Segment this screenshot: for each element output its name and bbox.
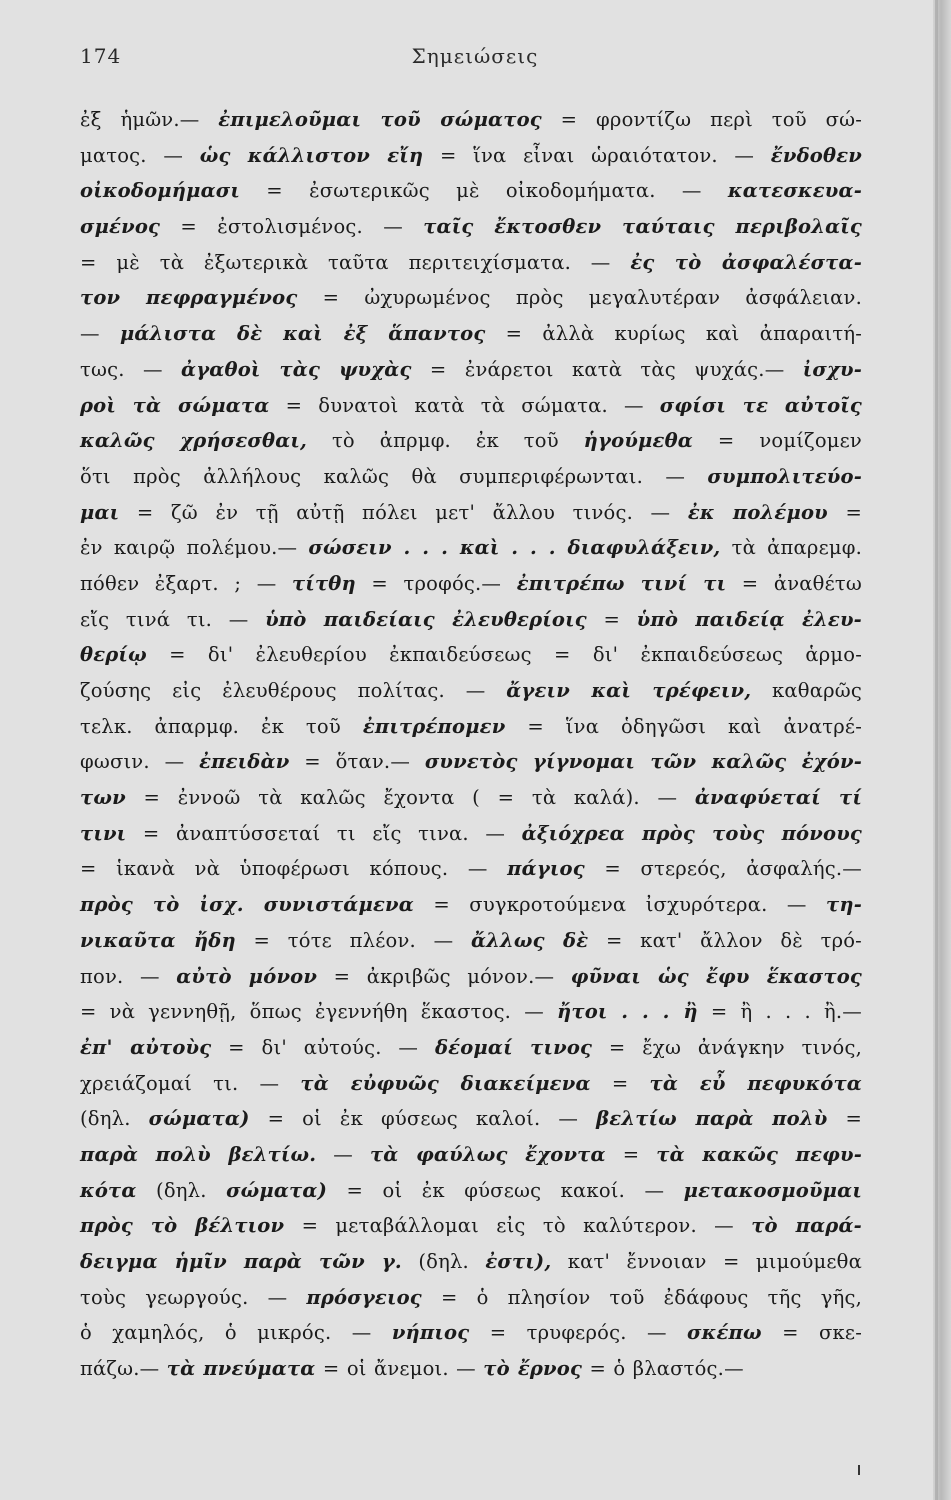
lemma-term: πάγιος [507, 857, 585, 881]
lemma-term: συμπολιτεύο- [707, 464, 862, 488]
plain-text: = ἢ . . . ἢ.— [697, 1000, 862, 1024]
lemma-term: ἐπ' αὐτοὺς [80, 1035, 212, 1059]
running-title: Σημειώσεις [411, 44, 539, 68]
plain-text: = ἱκανὰ νὰ ὑποφέρωσι κόπους. — [80, 857, 508, 881]
lemma-term: ἤτοι . . . ἢ [557, 1000, 698, 1024]
lemma-term: τον πεφραγμένος [80, 286, 298, 310]
text-line [80, 1351, 862, 1387]
lemma-term: τη- [826, 893, 862, 917]
lemma-term: μετακοσμοῦμαι [683, 1178, 863, 1202]
text-line [80, 388, 862, 424]
plain-text: ὁ χαμηλός, ὁ μικρός. — [80, 1321, 392, 1345]
plain-text: τως. — [80, 357, 181, 381]
lemma-term: πρὸς τὸ βέλτιον [80, 1214, 285, 1238]
plain-text: = οἱ ἄνεμοι. — [315, 1357, 484, 1381]
margin-mark [858, 1465, 860, 1475]
lemma-term: ἐστι), [485, 1250, 552, 1273]
lemma-term: ἐπειδὰν [199, 750, 290, 774]
plain-text: = δυνατοὶ κατὰ τὰ σώματα. — [269, 393, 660, 417]
lemma-term: σώσειν . . . καὶ . . . διαφυλάξειν, [308, 536, 721, 560]
lemma-term: θερίῳ [80, 643, 147, 667]
lemma-term: τὰ εὖ πεφυκότα [649, 1071, 863, 1095]
text-line [80, 1208, 862, 1244]
plain-text: = ἀλλὰ κυρίως καὶ ἀπαραιτή- [485, 322, 862, 346]
lemma-term: σώματα) [226, 1178, 328, 1202]
text-line [80, 816, 862, 852]
text-line [80, 780, 862, 816]
plain-text: = μὲ τὰ ἐξωτερικὰ ταῦτα περιτειχίσματα. — [80, 250, 631, 274]
plain-text: = στερεός, ἀσφαλής.— [584, 857, 862, 881]
lemma-term: τὰ φαύλως ἔχοντα [369, 1142, 606, 1166]
lemma-term: τίτθη [291, 571, 356, 595]
text-line [80, 851, 862, 887]
lemma-term: συνετὸς γίγνομαι τῶν καλῶς ἐχόν- [424, 750, 863, 774]
lemma-term: τὰ πνεύματα [166, 1357, 316, 1381]
page-binding-edge [933, 0, 951, 1500]
lemma-term: καλῶς χρήσεσθαι, [80, 429, 308, 453]
plain-text: ζούσης εἰς ἐλευθέρους πολίτας. — [80, 679, 507, 702]
plain-text: = ἐστολισμένος. — [160, 215, 424, 239]
plain-text: καθαρῶς [751, 679, 862, 702]
lemma-term: σφίσι τε αὐτοῖς [659, 393, 862, 417]
lemma-term: σμένος [80, 215, 161, 239]
lemma-term: ὑπὸ παιδείᾳ ἐλευ- [636, 607, 862, 631]
lemma-term: ταῖς ἔκτοσθεν ταύταις περιβολαῖς [423, 215, 862, 239]
plain-text: χρειάζομαί τι. — [80, 1071, 301, 1095]
page-number: 174 [80, 44, 122, 68]
plain-text: = ὠχυρωμένος πρὸς μεγαλυτέραν ἀσφάλειαν. [297, 286, 862, 310]
text-line [80, 209, 862, 245]
lemma-term: ἀγαθοὶ τὰς ψυχὰς [181, 357, 412, 381]
plain-text: = τρυφερός. — [469, 1321, 688, 1345]
plain-text: = σκε- [761, 1321, 863, 1345]
text-line [80, 530, 862, 566]
plain-text: = ἐνάρετοι κατὰ τὰς ψυχάς.— [411, 357, 803, 381]
text-line [80, 102, 862, 138]
plain-text: φωσιν. — [80, 750, 200, 774]
lemma-term: ἄγειν καὶ τρέφειν, [506, 679, 752, 702]
lemma-term: ροὶ τὰ σώματα [80, 393, 270, 417]
plain-text: = ἐσωτερικῶς μὲ οἰκοδομήματα. — [240, 179, 728, 203]
text-line [80, 887, 862, 923]
plain-text: = φροντίζω περὶ τοῦ σώ- [541, 108, 862, 131]
text-line [80, 173, 862, 209]
lemma-term: νήπιος [391, 1321, 470, 1345]
lemma-term: ἐπιτρέπω τινί τι [516, 571, 727, 595]
lemma-term: τὰ κακῶς πεφυ- [656, 1142, 863, 1166]
lemma-term: των [80, 786, 126, 810]
text-line [80, 1315, 862, 1351]
lemma-term: ἐς τὸ ἀσφαλέστα- [630, 250, 863, 274]
plain-text: πάζω.— [80, 1357, 167, 1381]
plain-text: = νὰ γεννηθῇ, ὅπως ἐγεννήθη ἕκαστος. — [80, 1000, 558, 1024]
notes-text [80, 102, 862, 1387]
plain-text: κατ' ἔννοιαν = μιμούμεθα [551, 1250, 862, 1273]
text-line [80, 138, 862, 174]
text-line [80, 459, 862, 495]
lemma-term: τὸ ἔρνος [483, 1357, 583, 1381]
lemma-term: κατεσκευα- [727, 179, 862, 203]
text-line [80, 1101, 862, 1137]
plain-text: ματος. — [80, 143, 200, 167]
plain-text: = ἔχω ἀνάγκην τινός, [592, 1035, 862, 1059]
text-line [80, 1066, 862, 1102]
text-line [80, 994, 862, 1030]
text-line [80, 602, 862, 638]
plain-text: = ὁ πλησίον τοῦ ἐδάφους τῆς γῆς, [421, 1285, 862, 1309]
lemma-term: οἰκοδομήμασι [80, 179, 241, 203]
lemma-term: νικαῦτα ἤδη [80, 928, 236, 952]
plain-text: — [80, 322, 120, 346]
text-line [80, 709, 862, 745]
text-line [80, 1244, 862, 1280]
plain-text: πόθεν ἐξαρτ. ; — [80, 571, 292, 595]
plain-text: τὰ ἀπαρεμφ. [720, 536, 862, 560]
lemma-term: πρόσγειος [306, 1285, 422, 1309]
lemma-term: ἀναφύεταί τί [694, 786, 862, 810]
plain-text: = [827, 1107, 862, 1131]
plain-text: = ἀκριβῶς μόνον.— [317, 964, 571, 988]
plain-text: = [590, 1071, 650, 1095]
plain-text: = τροφός.— [355, 571, 517, 595]
lemma-term: ἐπιμελοῦμαι τοῦ σώματος [218, 108, 542, 131]
text-line [80, 1280, 862, 1316]
lemma-term: σώματα) [148, 1107, 250, 1131]
lemma-term: βελτίω παρὰ πολὺ [596, 1107, 828, 1131]
lemma-term: ἔνδοθεν [770, 143, 862, 167]
lemma-term: ὡς κάλλιστον εἴη [199, 143, 424, 167]
plain-text: ἐν καιρῷ πολέμου.— [80, 536, 309, 560]
text-line [80, 566, 862, 602]
text-line [80, 280, 862, 316]
page-header [80, 44, 870, 74]
lemma-term: ὑπὸ παιδείαις ἐλευθερίοις [265, 607, 587, 631]
lemma-term: μάλιστα δὲ καὶ ἐξ ἅπαντος [119, 322, 486, 346]
lemma-term: ἐπιτρέπομεν [362, 714, 506, 738]
text-line [80, 1030, 862, 1066]
plain-text: = οἱ ἐκ φύσεως καλοί. — [249, 1107, 597, 1131]
text-line [80, 423, 862, 459]
text-line [80, 245, 862, 281]
plain-text: = ἐννοῶ τὰ καλῶς ἔχοντα ( = τὰ καλά). — [125, 786, 695, 810]
plain-text: ὅτι πρὸς ἀλλήλους καλῶς θὰ συμπεριφέρωνται. — [80, 464, 708, 488]
lemma-term: κότα [80, 1178, 137, 1202]
text-line [80, 316, 862, 352]
lemma-term: ἐκ πολέμου [687, 500, 828, 524]
lemma-term: δέομαί τινος [434, 1035, 593, 1059]
plain-text: πον. — [80, 964, 177, 988]
text-line [80, 673, 862, 709]
plain-text: = ζῶ ἐν τῇ αὐτῇ πόλει μετ' ἄλλου τινός. — [119, 500, 688, 524]
text-line [80, 923, 862, 959]
plain-text: τοὺς γεωργούς. — [80, 1285, 307, 1309]
plain-text: = νομίζομεν [693, 429, 862, 453]
text-line [80, 637, 862, 673]
lemma-term: τὸ παρά- [751, 1214, 862, 1238]
plain-text: τὸ ἀπρμφ. ἐκ τοῦ [307, 429, 584, 453]
plain-text: = κατ' ἄλλον δὲ τρό- [588, 928, 862, 952]
plain-text: = ὁ βλαστός.— [582, 1357, 744, 1381]
text-line [80, 495, 862, 531]
lemma-term: τινι [80, 821, 127, 845]
plain-text: ἐξ ἡμῶν.— [80, 108, 219, 131]
plain-text: = ὅταν.— [289, 750, 425, 774]
plain-text: = δι' ἐλευθερίου ἐκπαιδεύσεως = δι' ἐκπαιδεύσεως ἁρμο- [146, 643, 862, 667]
plain-text: εἴς τινά τι. — [80, 607, 266, 631]
text-line [80, 1137, 862, 1173]
lemma-term: μαι [80, 500, 120, 524]
plain-text: = ἵνα ὁδηγῶσι καὶ ἀνατρέ- [505, 714, 862, 738]
lemma-term: ἄλλως δὲ [470, 928, 589, 952]
lemma-term: πρὸς τὸ ἰσχ. συνιστάμενα [80, 893, 414, 917]
text-line [80, 959, 862, 995]
lemma-term: ἰσχυ- [802, 357, 863, 381]
plain-text: (δηλ. [80, 1107, 149, 1131]
lemma-term: δειγμα ἡμῖν παρὰ τῶν γ. [80, 1250, 402, 1273]
lemma-term: σκέπω [687, 1321, 762, 1345]
lemma-term: αὐτὸ μόνον [176, 964, 318, 988]
lemma-term: ἀξιόχρεα πρὸς τοὺς πόνους [521, 821, 862, 845]
plain-text: — [316, 1142, 370, 1166]
plain-text: = ἵνα εἶναι ὡραιότατον. — [423, 143, 771, 167]
text-line [80, 352, 862, 388]
plain-text: = ἀναπτύσσεταί τι εἴς τινα. — [126, 821, 522, 845]
lemma-term: ἡγούμεθα [583, 429, 693, 453]
plain-text: = συγκροτούμενα ἰσχυρότερα. — [413, 893, 826, 917]
plain-text: = δι' αὐτούς. — [211, 1035, 435, 1059]
plain-text: τελκ. ἀπαρμφ. ἐκ τοῦ [80, 714, 363, 738]
plain-text: = [586, 607, 637, 631]
lemma-term: τὰ εὐφυῶς διακείμενα [300, 1071, 591, 1095]
plain-text: = [827, 500, 863, 524]
text-line [80, 1173, 862, 1209]
plain-text: (δηλ. [401, 1250, 486, 1273]
plain-text: = οἱ ἐκ φύσεως κακοί. — [327, 1178, 684, 1202]
plain-text: = ἀναθέτω [726, 571, 862, 595]
plain-text: = τότε πλέον. — [235, 928, 471, 952]
text-line [80, 744, 862, 780]
plain-text: (δηλ. [136, 1178, 227, 1202]
plain-text: = [605, 1142, 657, 1166]
plain-text: = μεταβάλλομαι εἰς τὸ καλύτερον. — [284, 1214, 752, 1238]
lemma-term: φῦναι ὡς ἔφυ ἕκαστος [570, 964, 862, 988]
lemma-term: παρὰ πολὺ βελτίω. [80, 1142, 317, 1166]
